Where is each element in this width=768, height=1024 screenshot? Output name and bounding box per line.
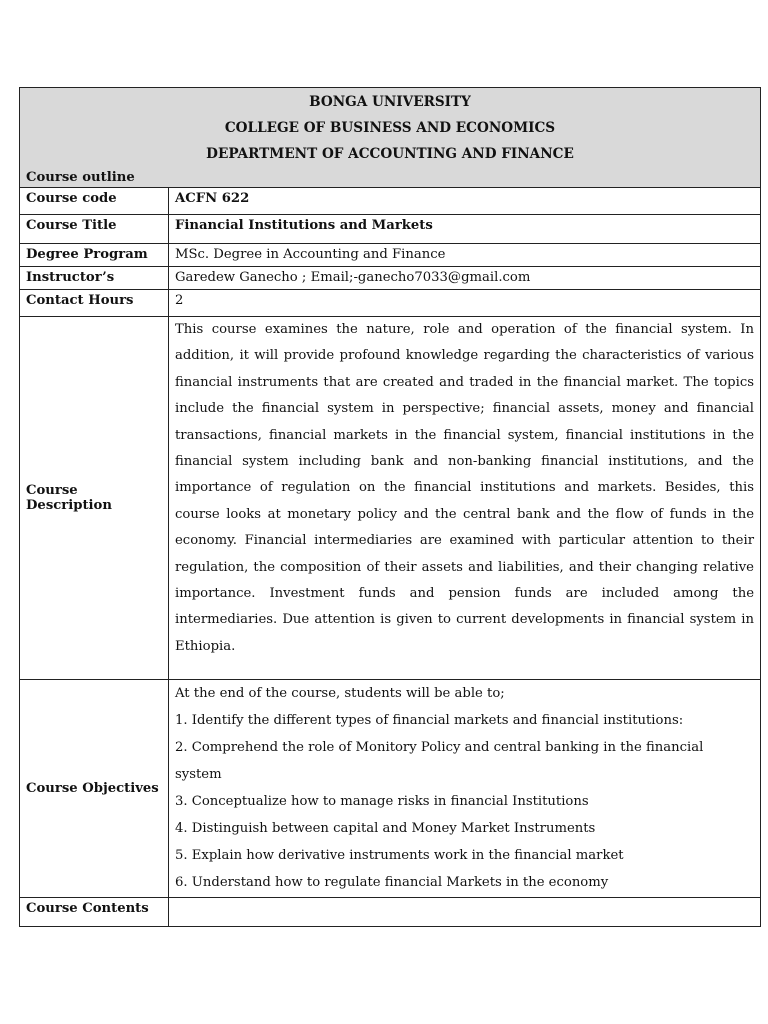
- course-description-label: Course Description: [20, 317, 169, 680]
- objective-item: 5. Explain how derivative instruments work in the financial market: [175, 848, 624, 863]
- course-outline-label: Course outline: [26, 170, 135, 185]
- course-code-row: [20, 188, 761, 215]
- contact-hours-row: [20, 290, 761, 317]
- course-objectives-row: [20, 680, 761, 898]
- course-outline-table: [19, 87, 761, 927]
- degree-program-label: Degree Program: [20, 244, 169, 267]
- course-objectives-label: Course Objectives: [20, 680, 169, 898]
- degree-program-row: [20, 244, 761, 267]
- header-cell: [20, 88, 761, 188]
- course-title-row: [20, 215, 761, 244]
- course-description-row: [20, 317, 761, 680]
- objectives-intro: At the end of the course, students will be able to;: [175, 686, 505, 701]
- objective-item: 3. Conceptualize how to manage risks in financial Institutions: [175, 794, 589, 809]
- course-code-label: Course code: [20, 188, 169, 215]
- course-title-value: Financial Institutions and Markets: [169, 215, 761, 244]
- objective-item: 4. Distinguish between capital and Money Market Instruments: [175, 821, 596, 836]
- contact-hours-value: 2: [169, 290, 761, 317]
- course-description-text: This course examines the nature, role and operation of the financial system. In addition, it will provide profound knowledge regarding the characteristics of various financial instruments that are created and traded in the financial market. The topics include the financial system in perspective; financial assets, money and financial transactions, financial markets in the financial system, financial institutions in the financial system including bank and non-banking financial institutions, and the importance of regulation on the financial institutions and markets. Besides, this course looks at monetary policy and the central bank and the flow of funds in the economy. Financial intermediaries are examined with particular attention to their regulation, the composition of their assets and liabilities, and their changing relative importance. Investment funds and pension funds are included among the intermediaries. Due attention is given to current developments in financial system in Ethiopia.: [169, 317, 761, 680]
- degree-program-value: MSc. Degree in Accounting and Finance: [169, 244, 761, 267]
- college-name: COLLEGE OF BUSINESS AND ECONOMICS: [224, 120, 556, 136]
- course-contents-label: Course Contents: [20, 898, 169, 927]
- university-name: BONGA UNIVERSITY: [309, 94, 471, 110]
- objective-item: 2. Comprehend the role of Monitory Policy and central banking in the financial system: [175, 740, 704, 782]
- instructor-value: Garedew Ganecho ; Email;-ganecho7033@gmail.com: [169, 267, 761, 290]
- instructor-label: Instructor’s: [20, 267, 169, 290]
- header-row: [20, 88, 761, 188]
- objective-item: 6. Understand how to regulate financial Markets in the economy: [175, 875, 609, 890]
- course-title-label: Course Title: [20, 215, 169, 244]
- department-name: DEPARTMENT OF ACCOUNTING AND FINANCE: [206, 146, 574, 162]
- instructor-row: [20, 267, 761, 290]
- objective-item: 1. Identify the different types of financial markets and financial institutions:: [175, 713, 684, 728]
- course-contents-row: [20, 898, 761, 927]
- course-code-value: ACFN 622: [169, 188, 761, 215]
- course-objectives-cell: [169, 680, 761, 898]
- contact-hours-label: Contact Hours: [20, 290, 169, 317]
- course-contents-value: [169, 898, 761, 927]
